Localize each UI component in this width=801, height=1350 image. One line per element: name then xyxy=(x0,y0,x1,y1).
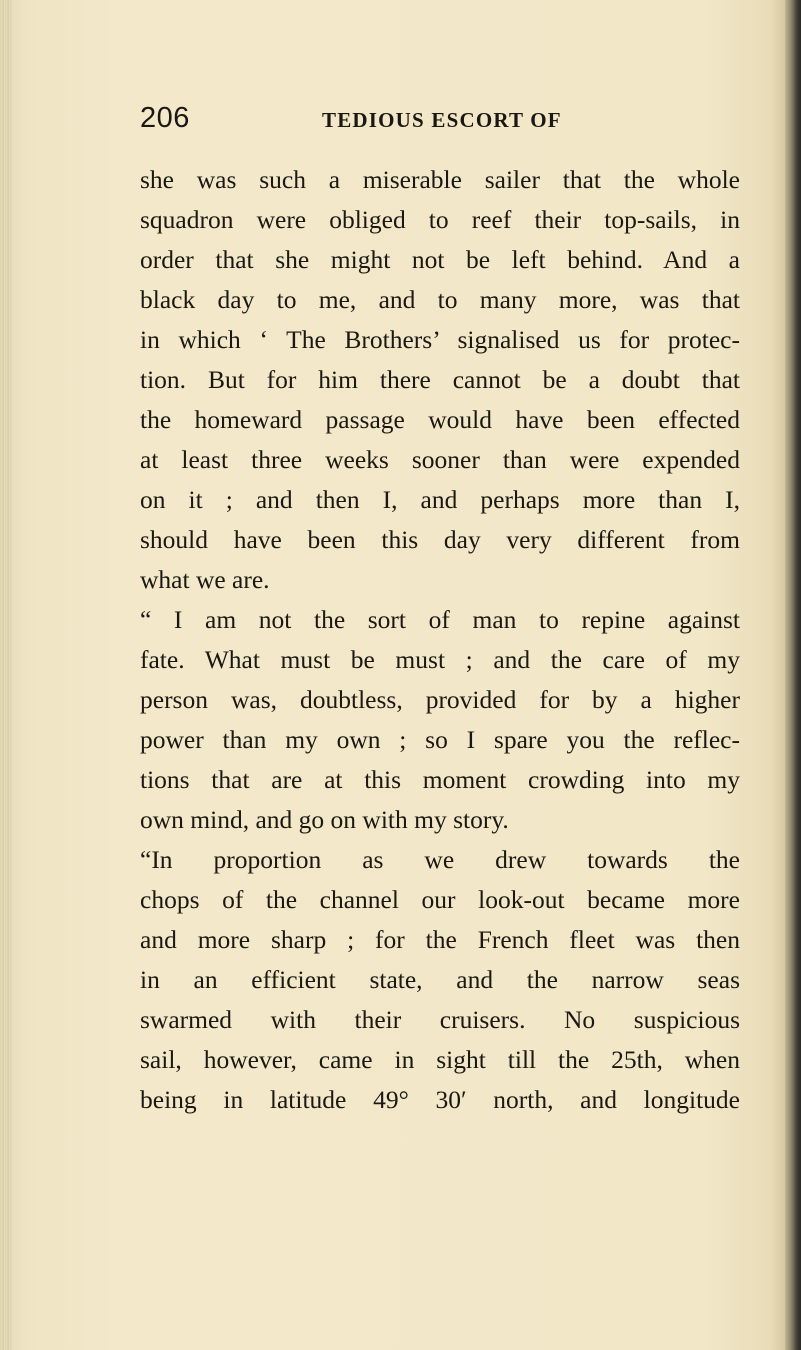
text-line: in an efficient state, and the narrow seas xyxy=(140,965,740,994)
text-line: order that she might not be left behind. And a xyxy=(140,245,740,274)
text-line: squadron were obliged to reef their top-sails, in xyxy=(140,205,740,234)
page-header xyxy=(140,100,740,140)
running-head: TEDIOUS ESCORT OF xyxy=(322,108,562,132)
text-line: tion. But for him there cannot be a doubt that xyxy=(140,365,740,394)
text-line: swarmed with their cruisers. No suspicious xyxy=(140,1005,740,1034)
text-line: should have been this day very different from xyxy=(140,525,740,554)
text-line: “ I am not the sort of man to repine against xyxy=(140,605,740,634)
page-number: 206 xyxy=(140,102,190,134)
text-line: at least three weeks sooner than were expended xyxy=(140,445,740,474)
text-line: on it ; and then I, and perhaps more than I, xyxy=(140,485,740,514)
text-line: tions that are at this moment crowding into my xyxy=(140,765,740,794)
text-line: the homeward passage would have been effected xyxy=(140,405,740,434)
text-line: in which ‘ The Brothers’ signalised us for protec- xyxy=(140,325,740,354)
text-line: own mind, and go on with my story. xyxy=(140,805,509,834)
page-left-edge xyxy=(0,0,12,1350)
text-line: being in latitude 49° 30′ north, and longitude xyxy=(140,1085,740,1114)
text-line: what we are. xyxy=(140,565,270,594)
text-line: chops of the channel our look-out became more xyxy=(140,885,740,914)
text-line: black day to me, and to many more, was that xyxy=(140,285,740,314)
text-line: fate. What must be must ; and the care of my xyxy=(140,645,740,674)
text-line: she was such a miserable sailer that the whole xyxy=(140,165,740,194)
text-line: sail, however, came in sight till the 25th, when xyxy=(140,1045,740,1074)
page-binding-shadow xyxy=(785,0,801,1350)
text-line: power than my own ; so I spare you the reflec- xyxy=(140,725,740,754)
text-line: “In proportion as we drew towards the xyxy=(140,845,740,874)
body-text xyxy=(140,160,740,1120)
text-line: and more sharp ; for the French fleet was then xyxy=(140,925,740,954)
text-line: person was, doubtless, provided for by a higher xyxy=(140,685,740,714)
